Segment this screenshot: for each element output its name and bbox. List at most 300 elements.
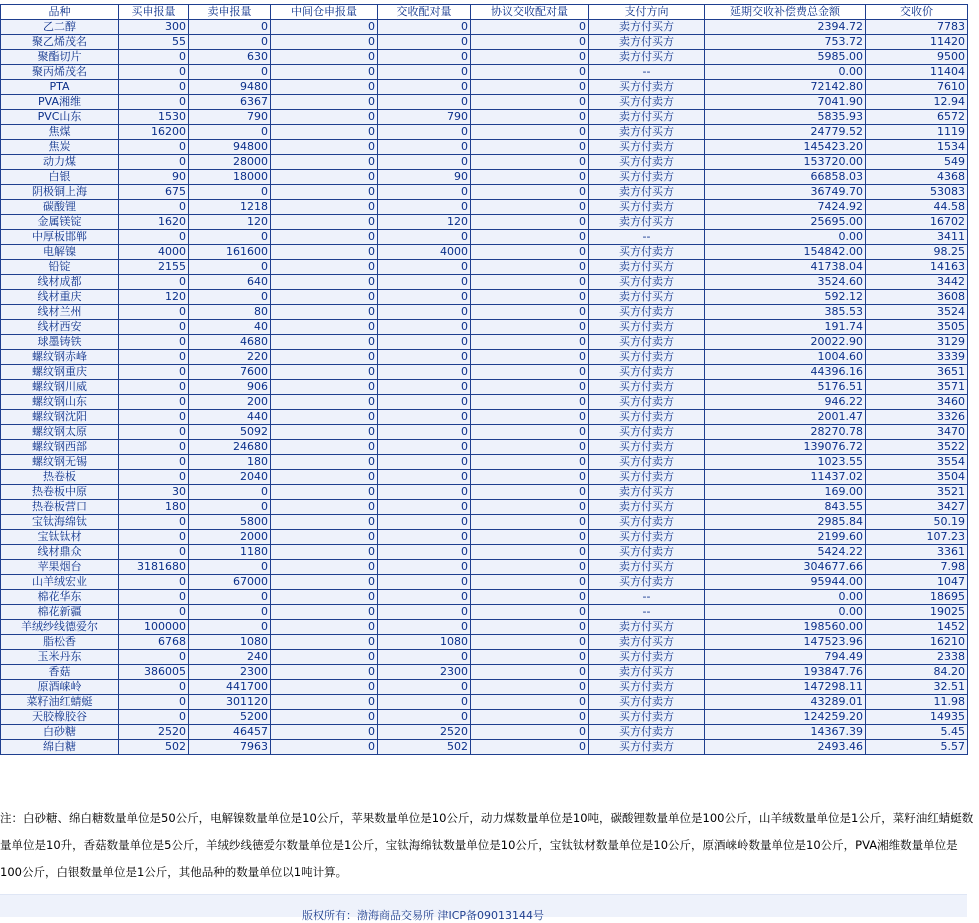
col-sell-qty-cell: 9480 xyxy=(189,80,271,95)
col-compensation-amount-cell: 153720.00 xyxy=(705,155,866,170)
col-payment-direction-cell: 买方付卖方 xyxy=(589,575,705,590)
col-variety-cell: PVC山东 xyxy=(1,110,119,125)
col-middle-warehouse-qty-cell: 0 xyxy=(271,515,378,530)
table-row xyxy=(1,455,968,470)
col-matched-qty-cell: 0 xyxy=(378,680,471,695)
col-buy-qty-cell: 0 xyxy=(119,305,189,320)
table-row xyxy=(1,530,968,545)
col-sell-qty-cell: 440 xyxy=(189,410,271,425)
table-row xyxy=(1,740,968,755)
footer xyxy=(0,894,967,922)
col-payment-direction-cell: 买方付卖方 xyxy=(589,395,705,410)
table-row xyxy=(1,80,968,95)
col-sell-qty-cell: 1080 xyxy=(189,635,271,650)
col-sell-qty-cell: 200 xyxy=(189,395,271,410)
col-payment-direction-cell: 买方付卖方 xyxy=(589,650,705,665)
col-matched-qty-cell: 120 xyxy=(378,215,471,230)
col-buy-qty-cell: 120 xyxy=(119,290,189,305)
col-buy-qty-cell: 502 xyxy=(119,740,189,755)
col-compensation-amount-cell: 2394.72 xyxy=(705,20,866,35)
col-middle-warehouse-qty-cell: 0 xyxy=(271,590,378,605)
col-variety-cell: 菜籽油红蜻蜓 xyxy=(1,695,119,710)
col-buy-qty-cell: 0 xyxy=(119,140,189,155)
col-delivery-price-cell: 98.25 xyxy=(866,245,968,260)
col-middle-warehouse-qty-cell: 0 xyxy=(271,200,378,215)
col-delivery-price-cell: 14935 xyxy=(866,710,968,725)
col-matched-qty-cell: 0 xyxy=(378,35,471,50)
col-delivery-price-cell: 3524 xyxy=(866,305,968,320)
col-compensation-amount-cell: 753.72 xyxy=(705,35,866,50)
col-matched-qty-cell: 0 xyxy=(378,440,471,455)
col-agreement-matched-qty-cell: 0 xyxy=(471,50,589,65)
col-agreement-matched-qty-cell: 0 xyxy=(471,35,589,50)
col-sell-qty-cell: 1218 xyxy=(189,200,271,215)
col-variety-cell: 聚丙烯茂名 xyxy=(1,65,119,80)
col-payment-direction-cell: 买方付卖方 xyxy=(589,710,705,725)
col-delivery-price-cell: 3339 xyxy=(866,350,968,365)
col-compensation-amount-cell: 0.00 xyxy=(705,65,866,80)
col-buy-qty-header: 买申报量 xyxy=(119,5,189,20)
col-middle-warehouse-qty-cell: 0 xyxy=(271,560,378,575)
col-delivery-price-cell: 7783 xyxy=(866,20,968,35)
col-delivery-price-cell: 3470 xyxy=(866,425,968,440)
col-payment-direction-cell: 买方付卖方 xyxy=(589,530,705,545)
table-row xyxy=(1,425,968,440)
col-middle-warehouse-qty-cell: 0 xyxy=(271,530,378,545)
col-compensation-amount-header: 延期交收补偿费总金额 xyxy=(705,5,866,20)
table-row xyxy=(1,275,968,290)
col-matched-qty-cell: 0 xyxy=(378,185,471,200)
table-row xyxy=(1,365,968,380)
col-compensation-amount-cell: 5985.00 xyxy=(705,50,866,65)
col-payment-direction-cell: 卖方付买方 xyxy=(589,665,705,680)
col-delivery-price-cell: 11420 xyxy=(866,35,968,50)
col-sell-qty-cell: 1180 xyxy=(189,545,271,560)
col-agreement-matched-qty-cell: 0 xyxy=(471,485,589,500)
col-variety-cell: 绵白糖 xyxy=(1,740,119,755)
col-middle-warehouse-qty-cell: 0 xyxy=(271,470,378,485)
col-matched-qty-cell: 0 xyxy=(378,335,471,350)
col-delivery-price-cell: 3571 xyxy=(866,380,968,395)
col-middle-warehouse-qty-cell: 0 xyxy=(271,125,378,140)
col-compensation-amount-cell: 2493.46 xyxy=(705,740,866,755)
col-compensation-amount-cell: 139076.72 xyxy=(705,440,866,455)
col-agreement-matched-qty-cell: 0 xyxy=(471,575,589,590)
col-sell-qty-cell: 0 xyxy=(189,500,271,515)
col-matched-qty-cell: 0 xyxy=(378,200,471,215)
col-sell-qty-cell: 240 xyxy=(189,650,271,665)
col-middle-warehouse-qty-cell: 0 xyxy=(271,650,378,665)
col-matched-qty-cell: 0 xyxy=(378,395,471,410)
col-delivery-price-cell: 3326 xyxy=(866,410,968,425)
col-middle-warehouse-qty-cell: 0 xyxy=(271,485,378,500)
col-payment-direction-cell: 卖方付买方 xyxy=(589,50,705,65)
col-variety-cell: 线材重庆 xyxy=(1,290,119,305)
col-variety-cell: 铅锭 xyxy=(1,260,119,275)
col-middle-warehouse-qty-cell: 0 xyxy=(271,410,378,425)
col-buy-qty-cell: 2520 xyxy=(119,725,189,740)
col-sell-qty-cell: 0 xyxy=(189,230,271,245)
col-buy-qty-cell: 0 xyxy=(119,440,189,455)
col-sell-qty-cell: 441700 xyxy=(189,680,271,695)
col-agreement-matched-qty-cell: 0 xyxy=(471,410,589,425)
col-variety-cell: 天胶橡胶谷 xyxy=(1,710,119,725)
col-buy-qty-cell: 100000 xyxy=(119,620,189,635)
col-variety-cell: 聚乙烯茂名 xyxy=(1,35,119,50)
col-middle-warehouse-qty-cell: 0 xyxy=(271,65,378,80)
col-agreement-matched-qty-cell: 0 xyxy=(471,320,589,335)
table-row xyxy=(1,575,968,590)
table-row xyxy=(1,20,968,35)
col-matched-qty-cell: 0 xyxy=(378,95,471,110)
footnote xyxy=(0,805,975,886)
col-middle-warehouse-qty-cell: 0 xyxy=(271,680,378,695)
col-agreement-matched-qty-cell: 0 xyxy=(471,380,589,395)
col-compensation-amount-cell: 154842.00 xyxy=(705,245,866,260)
col-agreement-matched-qty-cell: 0 xyxy=(471,545,589,560)
col-buy-qty-cell: 0 xyxy=(119,155,189,170)
col-middle-warehouse-qty-cell: 0 xyxy=(271,425,378,440)
col-delivery-price-cell: 3521 xyxy=(866,485,968,500)
col-middle-warehouse-qty-cell: 0 xyxy=(271,635,378,650)
col-variety-cell: 山羊绒宏业 xyxy=(1,575,119,590)
col-sell-qty-cell: 0 xyxy=(189,560,271,575)
col-delivery-price-cell: 3129 xyxy=(866,335,968,350)
col-payment-direction-cell: -- xyxy=(589,230,705,245)
col-sell-qty-cell: 94800 xyxy=(189,140,271,155)
table-row xyxy=(1,65,968,80)
col-variety-cell: PVA湘维 xyxy=(1,95,119,110)
col-middle-warehouse-qty-cell: 0 xyxy=(271,620,378,635)
table-row xyxy=(1,515,968,530)
col-delivery-price-cell: 32.51 xyxy=(866,680,968,695)
col-matched-qty-cell: 90 xyxy=(378,170,471,185)
col-buy-qty-cell: 0 xyxy=(119,320,189,335)
col-sell-qty-cell: 5800 xyxy=(189,515,271,530)
col-compensation-amount-cell: 2199.60 xyxy=(705,530,866,545)
col-variety-cell: 焦炭 xyxy=(1,140,119,155)
col-buy-qty-cell: 0 xyxy=(119,335,189,350)
col-middle-warehouse-qty-cell: 0 xyxy=(271,275,378,290)
footnote-text: 注：白砂糖、绵白糖数量单位是50公斤，电解镍数量单位是10公斤，苹果数量单位是10公斤，动力煤数量单位是10吨，碳酸锂数量单位是100公斤，山羊绒数量单位是1公斤，菜籽油红蜻蜓数量单位是10升，香菇数量单位是5公斤，羊绒纱线德爱尔数量单位是1公斤，宝钛海绵钛数量单位是10公斤，宝钛钛材数量单位是10公斤，原酒崃岭数量单位是10公斤，PVA湘维数量单位是100公斤，白银数量单位是1公斤，其他品种的数量单位以1吨计算。 xyxy=(0,811,974,879)
col-matched-qty-cell: 0 xyxy=(378,260,471,275)
col-buy-qty-cell: 386005 xyxy=(119,665,189,680)
col-payment-direction-cell: 买方付卖方 xyxy=(589,380,705,395)
col-matched-qty-cell: 1080 xyxy=(378,635,471,650)
col-payment-direction-cell: 买方付卖方 xyxy=(589,545,705,560)
col-sell-qty-cell: 220 xyxy=(189,350,271,365)
table-row xyxy=(1,260,968,275)
col-middle-warehouse-qty-cell: 0 xyxy=(271,725,378,740)
col-middle-warehouse-qty-cell: 0 xyxy=(271,260,378,275)
col-variety-cell: 线材成都 xyxy=(1,275,119,290)
col-delivery-price-cell: 549 xyxy=(866,155,968,170)
col-variety-cell: 螺纹钢沈阳 xyxy=(1,410,119,425)
col-buy-qty-cell: 0 xyxy=(119,575,189,590)
col-sell-qty-cell: 161600 xyxy=(189,245,271,260)
col-matched-qty-cell: 0 xyxy=(378,485,471,500)
col-matched-qty-cell: 0 xyxy=(378,230,471,245)
col-variety-cell: 螺纹钢重庆 xyxy=(1,365,119,380)
col-sell-qty-cell: 0 xyxy=(189,485,271,500)
col-agreement-matched-qty-cell: 0 xyxy=(471,95,589,110)
col-buy-qty-cell: 2155 xyxy=(119,260,189,275)
col-compensation-amount-cell: 145423.20 xyxy=(705,140,866,155)
col-delivery-price-cell: 1119 xyxy=(866,125,968,140)
col-buy-qty-cell: 0 xyxy=(119,380,189,395)
table-row xyxy=(1,620,968,635)
col-agreement-matched-qty-cell: 0 xyxy=(471,500,589,515)
col-buy-qty-cell: 1620 xyxy=(119,215,189,230)
col-payment-direction-cell: 卖方付买方 xyxy=(589,485,705,500)
col-agreement-matched-qty-cell: 0 xyxy=(471,605,589,620)
col-middle-warehouse-qty-cell: 0 xyxy=(271,110,378,125)
col-payment-direction-cell: 买方付卖方 xyxy=(589,455,705,470)
table-row xyxy=(1,35,968,50)
col-compensation-amount-cell: 24779.52 xyxy=(705,125,866,140)
col-payment-direction-cell: 买方付卖方 xyxy=(589,320,705,335)
col-variety-cell: 球墨铸铁 xyxy=(1,335,119,350)
col-agreement-matched-qty-cell: 0 xyxy=(471,305,589,320)
col-payment-direction-cell: 卖方付买方 xyxy=(589,560,705,575)
col-middle-warehouse-qty-cell: 0 xyxy=(271,335,378,350)
col-middle-warehouse-qty-cell: 0 xyxy=(271,305,378,320)
col-middle-warehouse-qty-header: 中间仓申报量 xyxy=(271,5,378,20)
table-row xyxy=(1,635,968,650)
col-sell-qty-cell: 67000 xyxy=(189,575,271,590)
col-sell-qty-cell: 2000 xyxy=(189,530,271,545)
col-delivery-price-cell: 3361 xyxy=(866,545,968,560)
col-agreement-matched-qty-cell: 0 xyxy=(471,395,589,410)
col-delivery-price-cell: 3608 xyxy=(866,290,968,305)
col-middle-warehouse-qty-cell: 0 xyxy=(271,350,378,365)
col-middle-warehouse-qty-cell: 0 xyxy=(271,665,378,680)
col-middle-warehouse-qty-cell: 0 xyxy=(271,320,378,335)
col-agreement-matched-qty-cell: 0 xyxy=(471,620,589,635)
col-agreement-matched-qty-cell: 0 xyxy=(471,530,589,545)
table-row xyxy=(1,590,968,605)
col-delivery-price-cell: 7.98 xyxy=(866,560,968,575)
col-delivery-price-cell: 1534 xyxy=(866,140,968,155)
col-agreement-matched-qty-cell: 0 xyxy=(471,710,589,725)
table-body xyxy=(1,20,968,755)
col-middle-warehouse-qty-cell: 0 xyxy=(271,35,378,50)
col-payment-direction-header: 支付方向 xyxy=(589,5,705,20)
col-sell-qty-cell: 630 xyxy=(189,50,271,65)
col-variety-cell: 螺纹钢赤峰 xyxy=(1,350,119,365)
table-row xyxy=(1,440,968,455)
col-delivery-price-cell: 6572 xyxy=(866,110,968,125)
col-matched-qty-cell: 2520 xyxy=(378,725,471,740)
col-compensation-amount-cell: 25695.00 xyxy=(705,215,866,230)
col-agreement-matched-qty-cell: 0 xyxy=(471,440,589,455)
col-payment-direction-cell: 卖方付买方 xyxy=(589,620,705,635)
col-matched-qty-cell: 0 xyxy=(378,710,471,725)
col-compensation-amount-cell: 147523.96 xyxy=(705,635,866,650)
col-compensation-amount-cell: 41738.04 xyxy=(705,260,866,275)
col-buy-qty-cell: 3181680 xyxy=(119,560,189,575)
col-sell-qty-cell: 40 xyxy=(189,320,271,335)
col-middle-warehouse-qty-cell: 0 xyxy=(271,500,378,515)
col-agreement-matched-qty-cell: 0 xyxy=(471,275,589,290)
col-sell-qty-cell: 46457 xyxy=(189,725,271,740)
col-buy-qty-cell: 0 xyxy=(119,275,189,290)
col-agreement-matched-qty-cell: 0 xyxy=(471,590,589,605)
col-delivery-price-cell: 44.58 xyxy=(866,200,968,215)
col-middle-warehouse-qty-cell: 0 xyxy=(271,440,378,455)
col-buy-qty-cell: 0 xyxy=(119,455,189,470)
col-sell-qty-cell: 6367 xyxy=(189,95,271,110)
col-matched-qty-cell: 790 xyxy=(378,110,471,125)
table-row xyxy=(1,50,968,65)
col-agreement-matched-qty-cell: 0 xyxy=(471,650,589,665)
col-delivery-price-cell: 14163 xyxy=(866,260,968,275)
col-sell-qty-cell: 0 xyxy=(189,20,271,35)
col-delivery-price-cell: 3460 xyxy=(866,395,968,410)
table-row xyxy=(1,125,968,140)
col-sell-qty-cell: 0 xyxy=(189,605,271,620)
col-matched-qty-cell: 0 xyxy=(378,290,471,305)
col-sell-qty-cell: 7963 xyxy=(189,740,271,755)
col-sell-qty-cell: 5092 xyxy=(189,425,271,440)
col-delivery-price-cell: 107.23 xyxy=(866,530,968,545)
col-sell-qty-cell: 906 xyxy=(189,380,271,395)
col-compensation-amount-cell: 14367.39 xyxy=(705,725,866,740)
col-compensation-amount-cell: 95944.00 xyxy=(705,575,866,590)
col-buy-qty-cell: 4000 xyxy=(119,245,189,260)
col-sell-qty-cell: 790 xyxy=(189,110,271,125)
col-agreement-matched-qty-cell: 0 xyxy=(471,80,589,95)
col-matched-qty-cell: 0 xyxy=(378,80,471,95)
table-header-row xyxy=(1,5,968,20)
col-variety-cell: 棉花华东 xyxy=(1,590,119,605)
col-matched-qty-cell: 0 xyxy=(378,560,471,575)
col-delivery-price-cell: 18695 xyxy=(866,590,968,605)
col-compensation-amount-cell: 3524.60 xyxy=(705,275,866,290)
col-payment-direction-cell: -- xyxy=(589,605,705,620)
col-delivery-price-cell: 1452 xyxy=(866,620,968,635)
col-variety-cell: 白银 xyxy=(1,170,119,185)
col-variety-cell: 苹果烟台 xyxy=(1,560,119,575)
col-delivery-price-cell: 4368 xyxy=(866,170,968,185)
col-matched-qty-cell: 0 xyxy=(378,500,471,515)
col-compensation-amount-cell: 7424.92 xyxy=(705,200,866,215)
col-middle-warehouse-qty-cell: 0 xyxy=(271,185,378,200)
col-matched-qty-cell: 0 xyxy=(378,455,471,470)
col-variety-cell: 中厚板邯郸 xyxy=(1,230,119,245)
col-compensation-amount-cell: 124259.20 xyxy=(705,710,866,725)
col-middle-warehouse-qty-cell: 0 xyxy=(271,740,378,755)
col-delivery-price-cell: 11.98 xyxy=(866,695,968,710)
col-delivery-price-cell: 2338 xyxy=(866,650,968,665)
col-matched-qty-cell: 4000 xyxy=(378,245,471,260)
col-compensation-amount-cell: 843.55 xyxy=(705,500,866,515)
col-compensation-amount-cell: 385.53 xyxy=(705,305,866,320)
col-payment-direction-cell: 买方付卖方 xyxy=(589,95,705,110)
col-compensation-amount-cell: 5176.51 xyxy=(705,380,866,395)
col-sell-qty-cell: 301120 xyxy=(189,695,271,710)
table-row xyxy=(1,500,968,515)
col-buy-qty-cell: 0 xyxy=(119,590,189,605)
col-agreement-matched-qty-cell: 0 xyxy=(471,125,589,140)
col-compensation-amount-cell: 20022.90 xyxy=(705,335,866,350)
col-buy-qty-cell: 0 xyxy=(119,545,189,560)
col-agreement-matched-qty-cell: 0 xyxy=(471,65,589,80)
col-buy-qty-cell: 0 xyxy=(119,680,189,695)
col-middle-warehouse-qty-cell: 0 xyxy=(271,605,378,620)
table-row xyxy=(1,140,968,155)
col-variety-cell: 螺纹钢川威 xyxy=(1,380,119,395)
col-agreement-matched-qty-cell: 0 xyxy=(471,215,589,230)
col-agreement-matched-qty-cell: 0 xyxy=(471,200,589,215)
col-compensation-amount-cell: 36749.70 xyxy=(705,185,866,200)
table-row xyxy=(1,185,968,200)
col-middle-warehouse-qty-cell: 0 xyxy=(271,455,378,470)
col-buy-qty-cell: 0 xyxy=(119,530,189,545)
table-row xyxy=(1,410,968,425)
col-payment-direction-cell: 买方付卖方 xyxy=(589,350,705,365)
col-buy-qty-cell: 0 xyxy=(119,695,189,710)
col-middle-warehouse-qty-cell: 0 xyxy=(271,380,378,395)
col-matched-qty-cell: 0 xyxy=(378,275,471,290)
col-payment-direction-cell: 买方付卖方 xyxy=(589,305,705,320)
col-matched-qty-cell: 0 xyxy=(378,575,471,590)
table-row xyxy=(1,680,968,695)
col-payment-direction-cell: 买方付卖方 xyxy=(589,245,705,260)
col-agreement-matched-qty-cell: 0 xyxy=(471,290,589,305)
col-agreement-matched-qty-cell: 0 xyxy=(471,170,589,185)
col-buy-qty-cell: 300 xyxy=(119,20,189,35)
delivery-table xyxy=(0,4,968,755)
col-variety-cell: 玉米丹东 xyxy=(1,650,119,665)
col-compensation-amount-cell: 5835.93 xyxy=(705,110,866,125)
col-buy-qty-cell: 675 xyxy=(119,185,189,200)
col-compensation-amount-cell: 5424.22 xyxy=(705,545,866,560)
col-compensation-amount-cell: 191.74 xyxy=(705,320,866,335)
col-compensation-amount-cell: 794.49 xyxy=(705,650,866,665)
col-payment-direction-cell: 买方付卖方 xyxy=(589,440,705,455)
col-delivery-price-cell: 53083 xyxy=(866,185,968,200)
col-payment-direction-cell: 卖方付买方 xyxy=(589,185,705,200)
col-compensation-amount-cell: 0.00 xyxy=(705,230,866,245)
col-matched-qty-cell: 0 xyxy=(378,380,471,395)
col-payment-direction-cell: 买方付卖方 xyxy=(589,725,705,740)
col-agreement-matched-qty-cell: 0 xyxy=(471,680,589,695)
col-matched-qty-cell: 0 xyxy=(378,365,471,380)
col-delivery-price-cell: 3504 xyxy=(866,470,968,485)
col-compensation-amount-cell: 1023.55 xyxy=(705,455,866,470)
col-middle-warehouse-qty-cell: 0 xyxy=(271,365,378,380)
col-payment-direction-cell: 卖方付买方 xyxy=(589,260,705,275)
table-row xyxy=(1,110,968,125)
col-sell-qty-cell: 2300 xyxy=(189,665,271,680)
col-matched-qty-cell: 0 xyxy=(378,65,471,80)
col-delivery-price-cell: 3442 xyxy=(866,275,968,290)
col-compensation-amount-cell: 147298.11 xyxy=(705,680,866,695)
col-agreement-matched-qty-cell: 0 xyxy=(471,365,589,380)
col-buy-qty-cell: 0 xyxy=(119,80,189,95)
col-buy-qty-cell: 16200 xyxy=(119,125,189,140)
col-matched-qty-cell: 0 xyxy=(378,620,471,635)
col-matched-qty-cell: 0 xyxy=(378,140,471,155)
col-matched-qty-cell: 0 xyxy=(378,545,471,560)
col-agreement-matched-qty-cell: 0 xyxy=(471,155,589,170)
col-middle-warehouse-qty-cell: 0 xyxy=(271,50,378,65)
col-delivery-price-cell: 3427 xyxy=(866,500,968,515)
col-agreement-matched-qty-cell: 0 xyxy=(471,560,589,575)
col-compensation-amount-cell: 0.00 xyxy=(705,590,866,605)
col-variety-cell: 宝钛海绵钛 xyxy=(1,515,119,530)
